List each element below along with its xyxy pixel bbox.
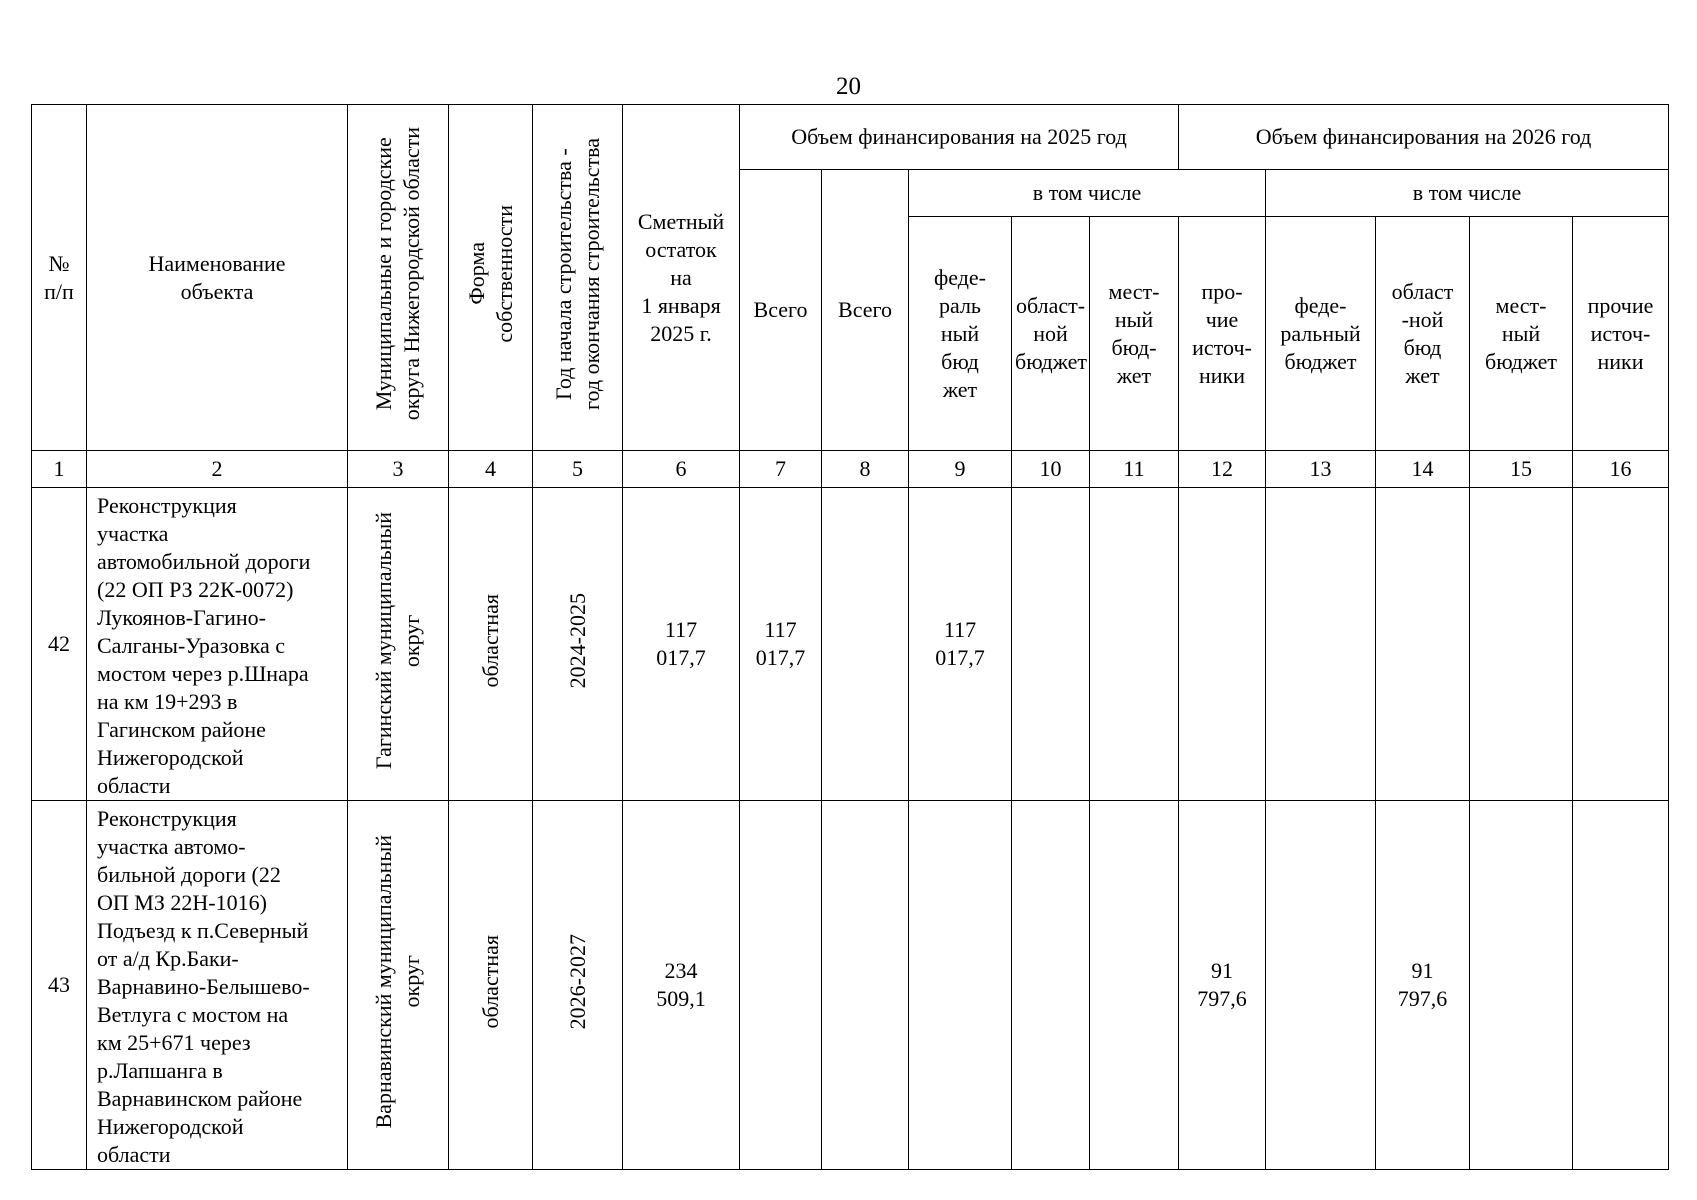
header-group-2026: Объем финансирования на 2026 год xyxy=(1179,105,1669,170)
header-row-1 xyxy=(32,105,1669,170)
row-loc-2025 xyxy=(1012,488,1090,801)
header-loc-2025: мест- ный бюд- жет xyxy=(1090,217,1179,451)
row-loc-2025 xyxy=(1012,801,1090,1170)
row-years-cell xyxy=(533,488,623,801)
row-object-name: Реконструкция участка автомо- бильной дороги (22 ОП МЗ 22Н-1016) Подъезд к п.Северный от а/д Кр.Баки- Варнавино-Белышево- Ветлуга с мостом на км 25+671 через р.Лапшанга в Варнавинском районе Нижегородской области xyxy=(87,801,348,1170)
row-years: 2024-2025 xyxy=(564,592,590,689)
column-number: 15 xyxy=(1470,451,1573,488)
row-num: 42 xyxy=(32,488,87,801)
header-loc-2026: мест- ный бюджет xyxy=(1470,217,1573,451)
row-ownership: областная xyxy=(477,934,503,1029)
header-oth-2025: про- чие источ- ники xyxy=(1179,217,1266,451)
row-ownership-cell xyxy=(449,488,533,801)
header-ownership-cell xyxy=(449,105,533,451)
financing-table xyxy=(31,104,1669,1170)
column-number-row xyxy=(32,451,1669,488)
column-number: 4 xyxy=(449,451,533,488)
column-number: 1 xyxy=(32,451,87,488)
column-number: 2 xyxy=(87,451,348,488)
row-total-2026: 91 797,6 xyxy=(1179,801,1266,1170)
page-number: 20 xyxy=(836,73,861,100)
header-reg-2026: област -ной бюд жет xyxy=(1376,217,1470,451)
row-estimate: 234 509,1 xyxy=(623,801,740,1170)
header-estimate: Сметный остаток на 1 января 2025 г. xyxy=(623,105,740,451)
header-municipality: Муниципальные и городские округа Нижегородской области xyxy=(371,127,424,421)
row-fed-2026 xyxy=(1266,488,1376,801)
row-reg-2025: 117 017,7 xyxy=(909,488,1012,801)
row-estimate: 117 017,7 xyxy=(623,488,740,801)
row-total-2025 xyxy=(740,801,822,1170)
column-number: 6 xyxy=(623,451,740,488)
column-number: 3 xyxy=(348,451,449,488)
header-reg-2025: област- ной бюджет xyxy=(1012,217,1090,451)
row-oth-2026 xyxy=(1573,801,1669,1170)
row-years: 2026-2027 xyxy=(564,933,590,1030)
row-ownership-cell xyxy=(449,801,533,1170)
column-number: 16 xyxy=(1573,451,1669,488)
column-number: 10 xyxy=(1012,451,1090,488)
column-number: 14 xyxy=(1376,451,1470,488)
row-municipality-cell xyxy=(348,801,449,1170)
row-fed-2025 xyxy=(822,488,909,801)
row-oth-2026 xyxy=(1573,488,1669,801)
column-number: 13 xyxy=(1266,451,1376,488)
header-fed-2026: феде- ральный бюджет xyxy=(1266,217,1376,451)
header-years-cell xyxy=(533,105,623,451)
row-total-2025: 117 017,7 xyxy=(740,488,822,801)
row-loc-2026 xyxy=(1470,801,1573,1170)
row-ownership: областная xyxy=(477,593,503,688)
column-number: 9 xyxy=(909,451,1012,488)
header-incl-2025: в том числе xyxy=(909,170,1266,217)
table-row xyxy=(32,488,1669,801)
header-num: № п/п xyxy=(32,105,87,451)
column-number: 8 xyxy=(822,451,909,488)
row-years-cell xyxy=(533,801,623,1170)
row-reg-2026: 91 797,6 xyxy=(1376,801,1470,1170)
header-years: Год начала строительства - год окончания строительства xyxy=(550,138,604,410)
header-total-2025: Всего xyxy=(740,170,822,451)
table-row xyxy=(32,801,1669,1170)
header-group-2025: Объем финансирования на 2025 год xyxy=(740,105,1179,170)
row-municipality: Гагинский муниципальный округ xyxy=(371,511,424,770)
row-num: 43 xyxy=(32,801,87,1170)
header-oth-2026: прочие источ- ники xyxy=(1573,217,1669,451)
row-loc-2026 xyxy=(1470,488,1573,801)
row-fed-2025 xyxy=(822,801,909,1170)
row-oth-2025 xyxy=(1090,488,1179,801)
header-ownership: Форма собственности xyxy=(463,205,517,343)
row-object-name: Реконструкция участка автомобильной дороги (22 ОП РЗ 22К-0072) Лукоянов-Гагино- Салганы-Уразовка с мостом через р.Шнара на км 19+293 в Гагинском районе Нижегородской области xyxy=(87,488,348,801)
header-total-2026: Всего xyxy=(822,170,909,451)
row-fed-2026 xyxy=(1266,801,1376,1170)
header-municipality-cell xyxy=(348,105,449,451)
column-number: 11 xyxy=(1090,451,1179,488)
column-number: 7 xyxy=(740,451,822,488)
row-reg-2026 xyxy=(1376,488,1470,801)
column-number: 5 xyxy=(533,451,623,488)
column-number: 12 xyxy=(1179,451,1266,488)
row-municipality: Варнавинский муниципальный округ xyxy=(371,834,424,1129)
row-reg-2025 xyxy=(909,801,1012,1170)
header-name: Наименование объекта xyxy=(87,105,348,451)
header-incl-2026: в том числе xyxy=(1266,170,1669,217)
row-municipality-cell xyxy=(348,488,449,801)
header-fed-2025: феде- раль ный бюд жет xyxy=(909,217,1012,451)
row-total-2026 xyxy=(1179,488,1266,801)
row-oth-2025 xyxy=(1090,801,1179,1170)
